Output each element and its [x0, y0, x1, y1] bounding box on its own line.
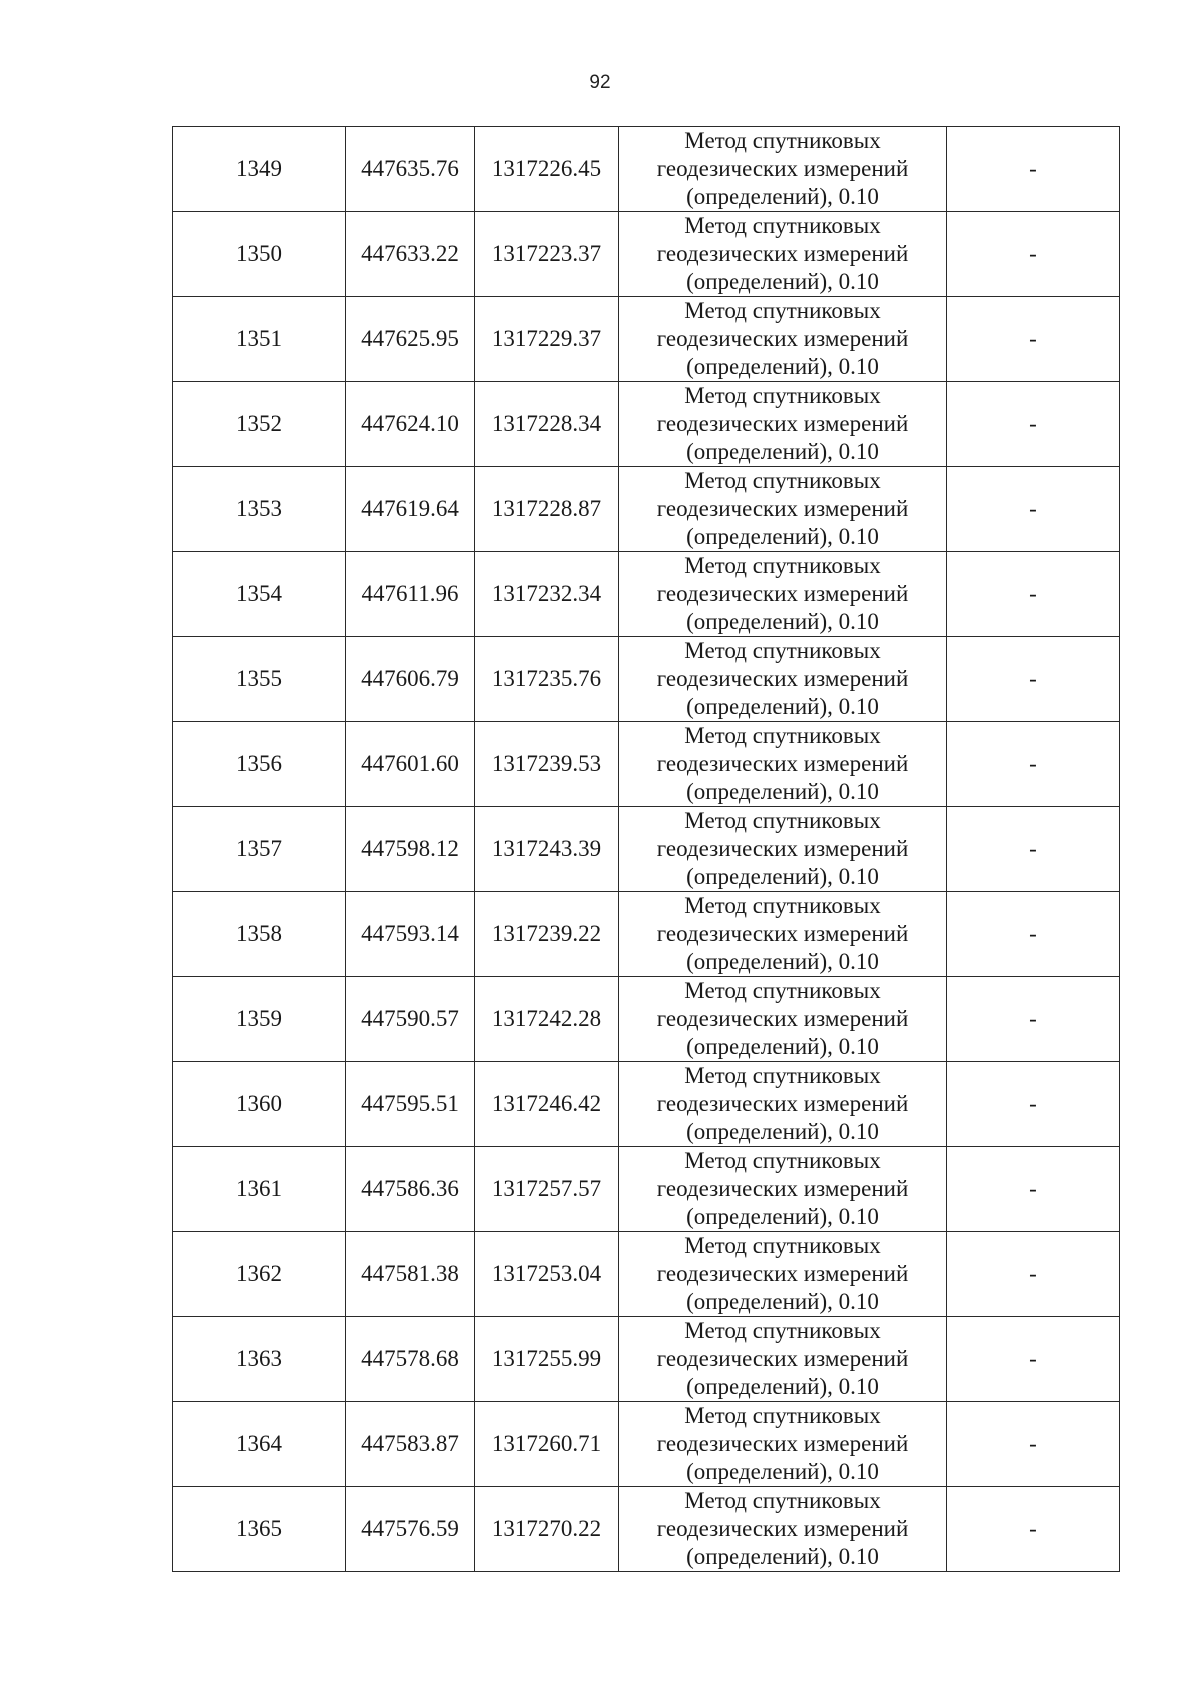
x-coordinate-cell [346, 382, 475, 467]
method-cell [619, 297, 947, 382]
x-coordinate-text: 447586.36 [361, 1176, 459, 1201]
y-coordinate-cell [475, 1402, 619, 1487]
point-number-text: 1354 [236, 581, 282, 606]
y-coordinate-cell [475, 467, 619, 552]
note-cell [947, 637, 1120, 722]
note-cell [947, 1062, 1120, 1147]
x-coordinate-cell [346, 807, 475, 892]
note-cell [947, 212, 1120, 297]
method-cell [619, 1317, 947, 1402]
method-text: Метод спутниковых геодезических измерений (определений), 0.10 [656, 298, 909, 379]
x-coordinate-cell [346, 212, 475, 297]
x-coordinate-cell [346, 722, 475, 807]
y-coordinate-cell [475, 977, 619, 1062]
y-coordinate-cell [475, 1062, 619, 1147]
x-coordinate-cell [346, 297, 475, 382]
y-coordinate-cell [475, 1232, 619, 1317]
note-text: - [1029, 156, 1037, 181]
y-coordinate-cell [475, 212, 619, 297]
point-number-text: 1364 [236, 1431, 282, 1456]
note-text: - [1029, 1006, 1037, 1031]
x-coordinate-cell [346, 1232, 475, 1317]
note-cell [947, 1317, 1120, 1402]
point-number-text: 1359 [236, 1006, 282, 1031]
y-coordinate-text: 1317270.22 [491, 1516, 602, 1541]
y-coordinate-text: 1317232.34 [491, 581, 602, 606]
x-coordinate-text: 447635.76 [361, 156, 459, 181]
point-number-text: 1360 [236, 1091, 282, 1116]
note-cell [947, 1402, 1120, 1487]
table-row [173, 1232, 1120, 1317]
method-text: Метод спутниковых геодезических измерений (определений), 0.10 [656, 978, 909, 1059]
x-coordinate-text: 447595.51 [361, 1091, 459, 1116]
x-coordinate-text: 447598.12 [361, 836, 459, 861]
method-text: Метод спутниковых геодезических измерений (определений), 0.10 [656, 893, 909, 974]
y-coordinate-text: 1317246.42 [491, 1091, 602, 1116]
point-number-cell [173, 892, 346, 977]
table-row [173, 637, 1120, 722]
y-coordinate-text: 1317253.04 [491, 1261, 602, 1286]
table-row [173, 807, 1120, 892]
method-text: Метод спутниковых геодезических измерений (определений), 0.10 [656, 1403, 909, 1484]
y-coordinate-cell [475, 382, 619, 467]
point-number-cell [173, 722, 346, 807]
table-row [173, 552, 1120, 637]
table-row [173, 1062, 1120, 1147]
table-row [173, 297, 1120, 382]
point-number-text: 1358 [236, 921, 282, 946]
y-coordinate-cell [475, 1487, 619, 1572]
method-text: Метод спутниковых геодезических измерений (определений), 0.10 [656, 808, 909, 889]
note-cell [947, 297, 1120, 382]
note-text: - [1029, 921, 1037, 946]
method-text: Метод спутниковых геодезических измерений (определений), 0.10 [656, 553, 909, 634]
y-coordinate-text: 1317239.22 [491, 921, 602, 946]
x-coordinate-cell [346, 467, 475, 552]
point-number-text: 1362 [236, 1261, 282, 1286]
note-text: - [1029, 241, 1037, 266]
y-coordinate-text: 1317228.87 [491, 496, 602, 521]
point-number-text: 1356 [236, 751, 282, 776]
point-number-cell [173, 1232, 346, 1317]
method-cell [619, 467, 947, 552]
x-coordinate-text: 447611.96 [361, 581, 459, 606]
point-number-cell [173, 1147, 346, 1232]
y-coordinate-text: 1317226.45 [491, 156, 602, 181]
method-cell [619, 127, 947, 212]
table-row [173, 1402, 1120, 1487]
method-cell [619, 212, 947, 297]
note-text: - [1029, 751, 1037, 776]
y-coordinate-text: 1317257.57 [491, 1176, 602, 1201]
y-coordinate-text: 1317228.34 [491, 411, 602, 436]
table-row [173, 382, 1120, 467]
note-text: - [1029, 581, 1037, 606]
x-coordinate-cell [346, 1402, 475, 1487]
x-coordinate-text: 447601.60 [361, 751, 459, 776]
point-number-text: 1357 [236, 836, 282, 861]
note-cell [947, 382, 1120, 467]
x-coordinate-cell [346, 127, 475, 212]
coordinates-table [172, 126, 1120, 1572]
note-text: - [1029, 1431, 1037, 1456]
note-cell [947, 1147, 1120, 1232]
point-number-cell [173, 552, 346, 637]
note-cell [947, 722, 1120, 807]
y-coordinate-text: 1317255.99 [491, 1346, 602, 1371]
y-coordinate-text: 1317235.76 [491, 666, 602, 691]
point-number-text: 1351 [236, 326, 282, 351]
y-coordinate-cell [475, 297, 619, 382]
y-coordinate-cell [475, 892, 619, 977]
coordinates-table-body [173, 127, 1120, 1572]
table-row [173, 892, 1120, 977]
note-text: - [1029, 496, 1037, 521]
y-coordinate-text: 1317239.53 [491, 751, 602, 776]
method-cell [619, 1062, 947, 1147]
note-cell [947, 807, 1120, 892]
method-cell [619, 1402, 947, 1487]
x-coordinate-text: 447576.59 [361, 1516, 459, 1541]
x-coordinate-cell [346, 1062, 475, 1147]
note-cell [947, 977, 1120, 1062]
table-row [173, 467, 1120, 552]
point-number-cell [173, 127, 346, 212]
point-number-text: 1353 [236, 496, 282, 521]
table-row [173, 1487, 1120, 1572]
note-text: - [1029, 1261, 1037, 1286]
point-number-text: 1365 [236, 1516, 282, 1541]
note-text: - [1029, 1176, 1037, 1201]
point-number-text: 1363 [236, 1346, 282, 1371]
point-number-cell [173, 1402, 346, 1487]
x-coordinate-cell [346, 637, 475, 722]
x-coordinate-cell [346, 552, 475, 637]
x-coordinate-text: 447593.14 [361, 921, 459, 946]
method-text: Метод спутниковых геодезических измерений (определений), 0.10 [656, 1233, 909, 1314]
method-cell [619, 1487, 947, 1572]
method-text: Метод спутниковых геодезических измерений (определений), 0.10 [656, 128, 909, 209]
x-coordinate-text: 447625.95 [361, 326, 459, 351]
table-row [173, 127, 1120, 212]
method-cell [619, 722, 947, 807]
method-text: Метод спутниковых геодезических измерений (определений), 0.10 [656, 1148, 909, 1229]
y-coordinate-cell [475, 1147, 619, 1232]
point-number-cell [173, 467, 346, 552]
method-text: Метод спутниковых геодезических измерений (определений), 0.10 [656, 638, 909, 719]
note-text: - [1029, 1346, 1037, 1371]
point-number-cell [173, 297, 346, 382]
method-cell [619, 552, 947, 637]
note-cell [947, 467, 1120, 552]
x-coordinate-text: 447619.64 [361, 496, 459, 521]
method-text: Метод спутниковых геодезических измерений (определений), 0.10 [656, 468, 909, 549]
method-cell [619, 892, 947, 977]
x-coordinate-text: 447578.68 [361, 1346, 459, 1371]
note-text: - [1029, 326, 1037, 351]
method-cell [619, 382, 947, 467]
table-row [173, 977, 1120, 1062]
point-number-cell [173, 1317, 346, 1402]
note-cell [947, 552, 1120, 637]
x-coordinate-cell [346, 977, 475, 1062]
method-cell [619, 1147, 947, 1232]
table-row [173, 212, 1120, 297]
note-text: - [1029, 836, 1037, 861]
y-coordinate-text: 1317260.71 [491, 1431, 602, 1456]
point-number-cell [173, 1487, 346, 1572]
method-cell [619, 1232, 947, 1317]
y-coordinate-cell [475, 637, 619, 722]
note-cell [947, 127, 1120, 212]
x-coordinate-cell [346, 1147, 475, 1232]
x-coordinate-text: 447624.10 [361, 411, 459, 436]
note-text: - [1029, 411, 1037, 436]
x-coordinate-text: 447583.87 [361, 1431, 459, 1456]
y-coordinate-cell [475, 1317, 619, 1402]
method-text: Метод спутниковых геодезических измерений (определений), 0.10 [656, 383, 909, 464]
y-coordinate-cell [475, 807, 619, 892]
y-coordinate-cell [475, 552, 619, 637]
table-row [173, 722, 1120, 807]
x-coordinate-text: 447590.57 [361, 1006, 459, 1031]
note-text: - [1029, 1091, 1037, 1116]
point-number-text: 1361 [236, 1176, 282, 1201]
point-number-text: 1352 [236, 411, 282, 436]
method-cell [619, 637, 947, 722]
note-cell [947, 1232, 1120, 1317]
x-coordinate-text: 447606.79 [361, 666, 459, 691]
point-number-cell [173, 977, 346, 1062]
y-coordinate-text: 1317223.37 [491, 241, 602, 266]
table-row [173, 1147, 1120, 1232]
point-number-cell [173, 637, 346, 722]
method-cell [619, 807, 947, 892]
method-text: Метод спутниковых геодезических измерений (определений), 0.10 [656, 1063, 909, 1144]
note-cell [947, 892, 1120, 977]
note-text: - [1029, 1516, 1037, 1541]
point-number-cell [173, 382, 346, 467]
method-text: Метод спутниковых геодезических измерений (определений), 0.10 [656, 1488, 909, 1569]
x-coordinate-text: 447581.38 [361, 1261, 459, 1286]
point-number-text: 1350 [236, 241, 282, 266]
y-coordinate-text: 1317229.37 [491, 326, 602, 351]
method-cell [619, 977, 947, 1062]
x-coordinate-cell [346, 1317, 475, 1402]
y-coordinate-cell [475, 127, 619, 212]
x-coordinate-cell [346, 1487, 475, 1572]
page-number: 92 [589, 72, 611, 93]
method-text: Метод спутниковых геодезических измерений (определений), 0.10 [656, 213, 909, 294]
note-text: - [1029, 666, 1037, 691]
point-number-cell [173, 807, 346, 892]
point-number-cell [173, 212, 346, 297]
y-coordinate-text: 1317242.28 [491, 1006, 602, 1031]
method-text: Метод спутниковых геодезических измерений (определений), 0.10 [656, 1318, 909, 1399]
x-coordinate-cell [346, 892, 475, 977]
point-number-cell [173, 1062, 346, 1147]
note-cell [947, 1487, 1120, 1572]
point-number-text: 1349 [236, 156, 282, 181]
y-coordinate-text: 1317243.39 [491, 836, 602, 861]
y-coordinate-cell [475, 722, 619, 807]
method-text: Метод спутниковых геодезических измерений (определений), 0.10 [656, 723, 909, 804]
table-row [173, 1317, 1120, 1402]
point-number-text: 1355 [236, 666, 282, 691]
x-coordinate-text: 447633.22 [361, 241, 459, 266]
